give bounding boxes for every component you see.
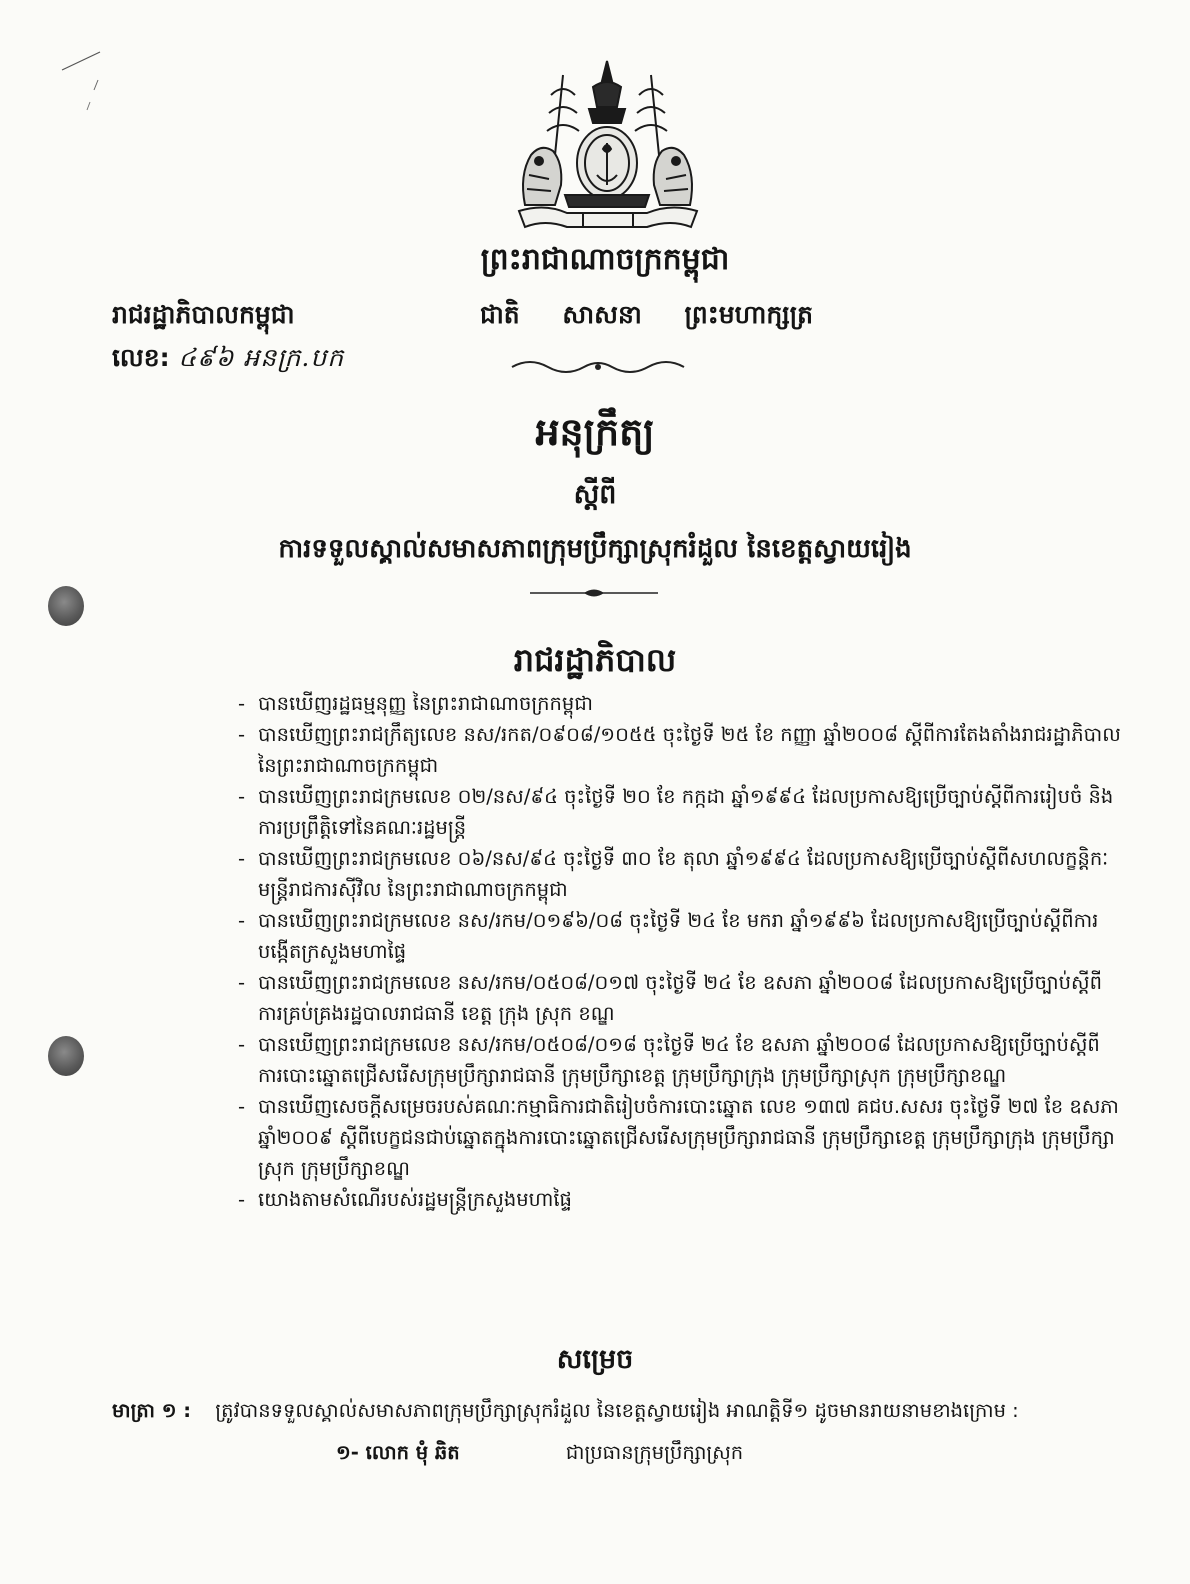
government-name: រាជរដ្ឋាភិបាលកម្ពុជា	[112, 300, 295, 329]
clause-item: - បានឃើញរដ្ឋធម្មនុញ្ញ នៃព្រះរាជាណាចក្រកម្ពុជា	[236, 688, 1124, 719]
body-heading: រាជរដ្ឋាភិបាល	[513, 641, 677, 679]
national-motto	[480, 300, 847, 336]
motto-religion: សាសនា	[562, 300, 642, 329]
motto-nation: ជាតិ	[480, 300, 520, 329]
article-label: មាត្រា ១ :	[112, 1399, 192, 1422]
member-row	[336, 1440, 743, 1469]
clause-item: - បានឃើញព្រះរាជក្រមលេខ ០២/នស/៩៤ ចុះថ្ងៃទី ២០ ខែ កក្កដា ឆ្នាំ១៩៩៤ ដែលប្រកាសឱ្យប្រើច្បាប់ស្តីពីការរៀបចំ និងការប្រព្រឹត្តិទៅនៃគណៈរដ្ឋមន្ត្រី	[236, 781, 1124, 843]
clause-item: - យោងតាមសំណើរបស់រដ្ឋមន្ត្រីក្រសួងមហាផ្ទៃ	[236, 1184, 1124, 1215]
article-1	[112, 1398, 1122, 1427]
preamble-clauses	[236, 688, 1124, 1215]
clause-item: - បានឃើញព្រះរាជក្រមលេខ ០៦/នស/៩៤ ចុះថ្ងៃទី ៣០ ខែ តុលា ឆ្នាំ១៩៩៤ ដែលប្រកាសឱ្យប្រើច្បាប់ស្តីពីសហលក្ខន្តិកៈមន្ត្រីរាជការស៊ីវិល នៃព្រះរាជាណាចក្រកម្ពុជា	[236, 843, 1124, 905]
clause-item: - បានឃើញព្រះរាជក្រឹត្យលេខ នស/រកត/០៩០៨/១០៥៥ ចុះថ្ងៃទី ២៥ ខែ កញ្ញា ឆ្នាំ២០០៨ ស្តីពីការតែងតាំងរាជរដ្ឋាភិបាល នៃព្រះរាជាណាចក្រកម្ពុជា	[236, 719, 1124, 781]
title-divider	[528, 586, 660, 600]
kingdom-title: ព្រះរាជាណាចក្រកម្ពុជា	[480, 242, 730, 277]
member-name: ១- លោក មុំ ឆិត	[336, 1441, 460, 1464]
document-subject: ការទទួលស្គាល់សមាសភាពក្រុមប្រឹក្សាស្រុករំដួល នៃខេត្តស្វាយរៀង	[278, 534, 912, 564]
clause-item: - បានឃើញព្រះរាជក្រមលេខ នស/រកម/០៥០៨/០១៧ ចុះថ្ងៃទី ២៤ ខែ ឧសភា ឆ្នាំ២០០៨ ដែលប្រកាសឱ្យប្រើច្បាប់ស្តីពីការគ្រប់គ្រងរដ្ឋបាលរាជធានី ខេត្ត ក្រុង ស្រុក ខណ្ឌ	[236, 967, 1124, 1029]
clause-item: - បានឃើញសេចក្តីសម្រេចរបស់គណៈកម្មាធិការជាតិរៀបចំការបោះឆ្នោត លេខ ១៣៧ គជប.សសរ ចុះថ្ងៃទី ២៧ ខែ ឧសភា ឆ្នាំ២០០៩ ស្តីពីបេក្ខជនជាប់ឆ្នោតក្នុងការបោះឆ្នោតជ្រើសរើសក្រុមប្រឹក្សារាជធានី ក្រុមប្រឹក្សាខេត្ត ក្រុមប្រឹក្សាក្រុង ក្រុមប្រឹក្សាស្រុក ក្រុមប្រឹក្សាខណ្ឌ	[236, 1091, 1124, 1184]
member-role: ជាប្រធានក្រុមប្រឹក្សាស្រុក	[565, 1441, 744, 1464]
clause-item: - បានឃើញព្រះរាជក្រមលេខ នស/រកម/០៥០៨/០១៨ ចុះថ្ងៃទី ២៤ ខែ ឧសភា ឆ្នាំ២០០៨ ដែលប្រកាសឱ្យប្រើច្បាប់ស្តីពីការបោះឆ្នោតជ្រើសរើសក្រុមប្រឹក្សារាជធានី ក្រុមប្រឹក្សាខេត្ត ក្រុមប្រឹក្សាក្រុង ក្រុមប្រឹក្សាស្រុក ក្រុមប្រឹក្សាខណ្ឌ	[236, 1029, 1124, 1091]
reference-number	[112, 343, 344, 379]
punch-hole-upper	[48, 586, 84, 626]
header-ornament	[508, 355, 688, 379]
punch-hole-lower	[48, 1036, 84, 1076]
reference-label: លេខ:	[112, 343, 170, 372]
reference-value: ៤៩៦ អនក្រ.បក	[178, 343, 345, 372]
document-about: ស្តីពី	[573, 479, 617, 510]
royal-emblem	[505, 55, 710, 235]
document-title: អនុក្រឹត្យ	[535, 410, 655, 454]
decision-heading: សម្រេច	[556, 1344, 634, 1375]
article-text: ត្រូវបានទទួលស្គាល់សមាសភាពក្រុមប្រឹក្សាស្រុករំដួល នៃខេត្តស្វាយរៀង អាណត្តិទី១ ដូចមានរាយនាមខាងក្រោម :	[215, 1399, 1019, 1422]
clause-item: - បានឃើញព្រះរាជក្រមលេខ នស/រកម/០១៩៦/០៨ ចុះថ្ងៃទី ២៤ ខែ មករា ឆ្នាំ១៩៩៦ ដែលប្រកាសឱ្យប្រើច្បាប់ស្តីពីការបង្កើតក្រសួងមហាផ្ទៃ	[236, 905, 1124, 967]
stray-pen-marks	[60, 40, 120, 115]
motto-king: ព្រះមហាក្សត្រ	[684, 300, 814, 329]
